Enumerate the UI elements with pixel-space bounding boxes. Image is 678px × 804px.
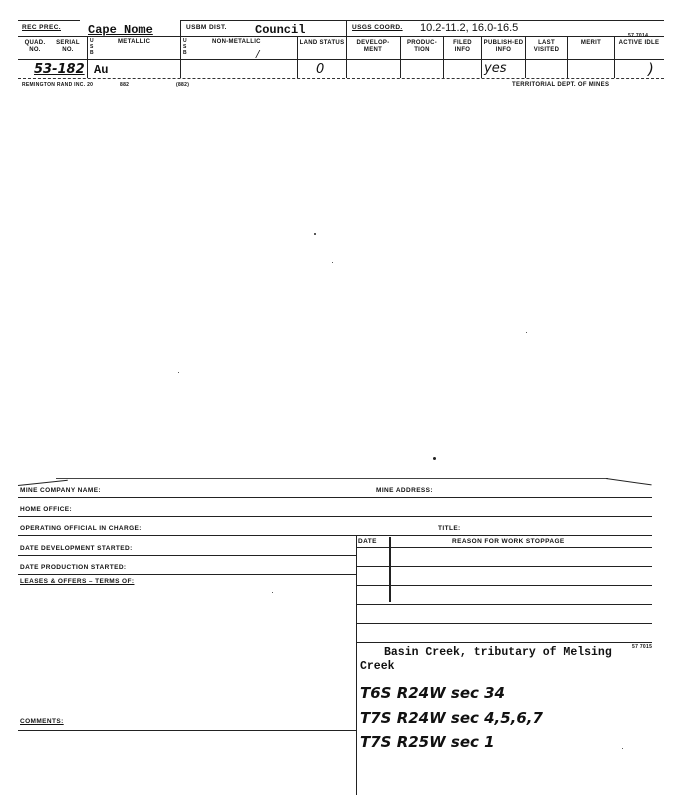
usbm-dist-label: USBM DIST.	[186, 24, 227, 31]
divider	[443, 36, 444, 78]
col-metallic: METALLIC	[118, 39, 151, 45]
date-production-label: DATE PRODUCTION STARTED:	[20, 564, 127, 571]
col-nonmetallic: NON-METALLIC	[212, 39, 261, 45]
rule	[18, 78, 664, 79]
published-info-value: yes	[484, 61, 507, 76]
rule	[18, 555, 356, 556]
col-merit: MERIT	[580, 40, 602, 46]
metallic-value: Au	[94, 63, 109, 77]
usbm-dist-value: Council	[255, 23, 306, 37]
form-number-bottom: 57 7015	[632, 644, 653, 650]
printer-imprint: REMINGTON RAND INC. 20	[22, 82, 94, 88]
rule	[356, 642, 652, 643]
speck	[314, 233, 316, 235]
divider	[389, 537, 391, 602]
township-line-3: T7S R25W sec 1	[360, 733, 495, 751]
col-published-info: PUBLISH-ED INFO	[483, 40, 524, 53]
mine-company-name-label: MINE COMPANY NAME:	[20, 487, 101, 494]
usgs-coord-label: USGS COORD.	[352, 24, 403, 31]
col-serial-no: SERIAL NO.	[56, 40, 80, 53]
divider	[346, 20, 347, 78]
rule	[356, 585, 652, 586]
rule	[356, 623, 652, 624]
divider	[525, 36, 526, 78]
land-status-value: 0	[316, 62, 325, 77]
divider	[297, 36, 298, 78]
speck	[526, 332, 527, 333]
card-edge	[56, 478, 608, 479]
township-line-2: T7S R24W sec 4,5,6,7	[360, 709, 543, 727]
col-usbm-nonmetallic: U S B	[183, 38, 187, 56]
printer-code-alt: (882)	[176, 82, 190, 88]
divider	[356, 535, 357, 795]
divider	[180, 20, 181, 78]
rule	[18, 730, 356, 731]
mine-address-label: MINE ADDRESS:	[376, 487, 433, 494]
usgs-coord-value: 10.2-11.2, 16.0-16.5	[420, 22, 519, 34]
township-line-1: T6S R24W sec 34	[360, 684, 505, 702]
rule	[356, 547, 652, 548]
col-filed-info: FILED INFO	[453, 40, 472, 53]
divider	[481, 36, 482, 78]
col-land-status: LAND STATUS	[299, 40, 345, 46]
speck	[272, 592, 273, 593]
operating-official-label: OPERATING OFFICIAL IN CHARGE:	[20, 525, 142, 532]
divider	[567, 36, 568, 78]
form-number-top: 57 7014	[628, 33, 649, 39]
divider	[614, 36, 615, 78]
rule	[356, 604, 652, 605]
comments-label: COMMENTS:	[20, 718, 64, 725]
col-last-visited: LAST VISITED	[533, 40, 560, 53]
speck	[622, 748, 623, 749]
divider	[87, 36, 88, 78]
home-office-label: HOME OFFICE:	[20, 506, 73, 513]
department-imprint: TERRITORIAL DEPT. OF MINES	[512, 82, 610, 88]
col-development: DEVELOP-MENT	[356, 40, 390, 53]
col-production: PRODUC-TION	[406, 40, 438, 53]
nonmetallic-mark: /	[256, 49, 260, 60]
rule	[18, 497, 652, 498]
col-quad-no: QUAD. NO.	[24, 40, 46, 53]
rule	[18, 516, 652, 517]
col-active-idle: ACTIVE IDLE	[618, 40, 660, 46]
date-column-header: DATE	[358, 538, 377, 545]
reason-column-header: REASON FOR WORK STOPPAGE	[452, 538, 565, 545]
rule	[18, 535, 652, 536]
divider	[400, 36, 401, 78]
speck	[433, 457, 436, 460]
active-idle-mark: )	[648, 60, 654, 78]
rule	[356, 566, 652, 567]
rule	[180, 20, 664, 21]
quad-serial-value: 53-182	[34, 62, 85, 77]
printer-code: 882	[120, 82, 130, 88]
rec-prec-label: REC PREC.	[22, 24, 61, 31]
title-label: TITLE:	[438, 525, 461, 532]
date-development-label: DATE DEVELOPMENT STARTED:	[20, 545, 133, 552]
rule	[18, 574, 356, 575]
card-edge	[606, 478, 652, 485]
location-note: Basin Creek, tributary of Melsing Creek	[360, 646, 612, 673]
speck	[332, 262, 333, 263]
rule	[18, 20, 80, 21]
leases-label: LEASES & OFFERS – TERMS OF:	[20, 578, 135, 585]
rec-prec-value: Cape Nome	[88, 23, 153, 37]
col-usbm-metallic: U S B	[90, 38, 94, 56]
card-edge	[18, 480, 68, 486]
speck	[178, 372, 179, 373]
